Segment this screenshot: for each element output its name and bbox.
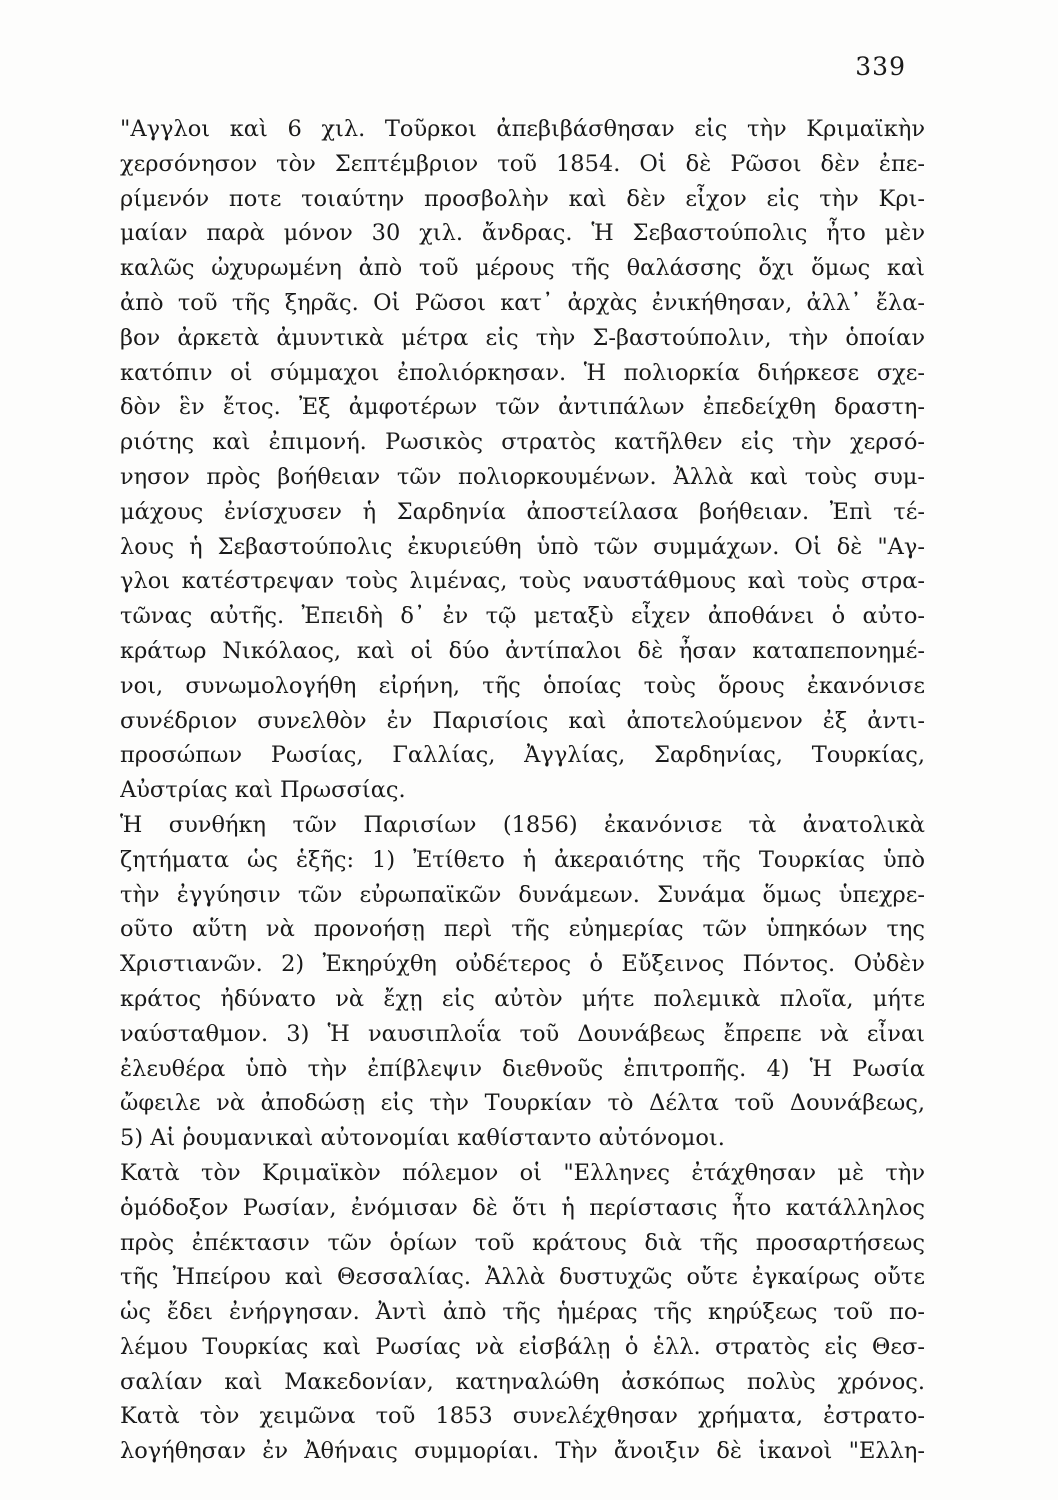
text-line: κατόπιν οἱ σύμμαχοι ἐπολιόρκησαν. Ἡ πολιορκία διήρκεσε σχε- [120,359,925,386]
text-line: λογήθησαν ἐν Ἀθήναις συμμορίαι. Τὴν ἄνοιξιν δὲ ἱκανοὶ "Ελλη- [120,1438,925,1465]
text-line: καλῶς ὠχυρωμένη ἀπὸ τοῦ μέρους τῆς θαλάσσης ὄχι ὅμως καὶ [120,255,925,282]
text-line: 5) Αἱ ῥουμανικαὶ αὐτονομίαι καθίσταντο αὐτόνομοι. [120,1125,725,1152]
text-line: σαλίαν καὶ Μακεδονίαν, κατηναλώθη ἀσκόπως πολὺς χρόνος. [120,1368,925,1395]
text-line: δὸν ἓν ἔτος. Ἐξ ἀμφοτέρων τῶν ἀντιπάλων ἐπεδείχθη δραστη- [120,394,925,421]
text-line: νησον πρὸς βοήθειαν τῶν πολιορκουμένων. Ἀλλὰ καὶ τοὺς συμ- [120,463,925,490]
text-line: βον ἀρκετὰ ἀμυντικὰ μέτρα εἰς τὴν Σ-βαστούπολιν, τὴν ὁποίαν [120,324,925,351]
text-line: γλοι κατέστρεψαν τοὺς λιμένας, τοὺς ναυστάθμους καὶ τοὺς στρα- [120,568,925,595]
text-line: Κατὰ τὸν Κριμαϊκὸν πόλεμον οἱ "Ελληνες ἐτάχθησαν μὲ τὴν [120,1159,925,1186]
text-line: Ἡ συνθήκη τῶν Παρισίων (1856) ἐκανόνισε τὰ ἀνατολικὰ [120,811,925,838]
text-line: προσώπων Ρωσίας, Γαλλίας, Ἀγγλίας, Σαρδηνίας, Τουρκίας, [120,742,925,769]
text-line: χερσόνησον τὸν Σεπτέμβριον τοῦ 1854. Οἱ δὲ Ρῶσοι δὲν ἐπε- [120,150,925,177]
text-line: ἐλευθέρα ὑπὸ τὴν ἐπίβλεψιν διεθνοῦς ἐπιτροπῆς. 4) Ἡ Ρωσία [120,1055,925,1082]
text-line: πρὸς ἐπέκτασιν τῶν ὁρίων τοῦ κράτους διὰ τῆς προσαρτήσεως [120,1229,925,1256]
body-text [120,112,925,1469]
text-line: ναύσταθμον. 3) Ἡ ναυσιπλοΐα τοῦ Δουνάβεως ἔπρεπε νὰ εἶναι [120,1020,925,1047]
text-line: κράτωρ Νικόλαος, καὶ οἱ δύο ἀντίπαλοι δὲ ἦσαν καταπεπονημέ- [120,637,925,664]
text-line: τῶνας αὐτῆς. Ἐπειδὴ δ᾽ ἐν τῷ μεταξὺ εἶχεν ἀποθάνει ὁ αὐτο- [120,603,925,630]
text-line: ὡς ἔδει ἐνήργησαν. Ἀντὶ ἀπὸ τῆς ἡμέρας τῆς κηρύξεως τοῦ πο- [120,1299,925,1326]
text-line: λους ἡ Σεβαστούπολις ἐκυριεύθη ὑπὸ τῶν συμμάχων. Οἱ δὲ "Αγ- [120,533,925,560]
text-line: Χριστιανῶν. 2) Ἐκηρύχθη οὐδέτερος ὁ Εὔξεινος Πόντος. Οὐδὲν [120,951,925,978]
page-number: 339 [855,52,906,81]
text-line: ἀπὸ τοῦ τῆς ξηρᾶς. Οἱ Ρῶσοι κατ᾽ ἀρχὰς ἐνικήθησαν, ἀλλ᾽ ἔλα- [120,289,925,316]
text-line: "Αγγλοι καὶ 6 χιλ. Τοῦρκοι ἀπεβιβάσθησαν εἰς τὴν Κριμαϊκὴν [120,116,925,142]
text-line: κράτος ἠδύνατο νὰ ἔχῃ εἰς αὐτὸν μήτε πολεμικὰ πλοῖα, μήτε [120,985,925,1012]
text-line: Αὐστρίας καὶ Πρωσσίας. [120,777,406,804]
text-line: συνέδριον συνελθὸν ἐν Παρισίοις καὶ ἀποτελούμενον ἐξ ἀντι- [120,707,925,734]
text-line: ὤφειλε νὰ ἀποδώσῃ εἰς τὴν Τουρκίαν τὸ Δέλτα τοῦ Δουνάβεως, [120,1090,925,1117]
text-line: ζητήματα ὡς ἑξῆς: 1) Ἐτίθετο ἡ ἀκεραιότης τῆς Τουρκίας ὑπὸ [120,846,925,873]
text-line: νοι, συνωμολογήθη εἰρήνη, τῆς ὁποίας τοὺς ὅρους ἐκανόνισε [120,672,925,699]
text-line: ριότης καὶ ἐπιμονή. Ρωσικὸς στρατὸς κατῆλθεν εἰς τὴν χερσό- [120,429,925,456]
text-line: μαίαν παρὰ μόνον 30 χιλ. ἄνδρας. Ἡ Σεβαστούπολις ἦτο μὲν [120,220,925,247]
text-line: οῦτο αὕτη νὰ προνοήσῃ περὶ τῆς εὐημερίας τῶν ὑπηκόων της [120,916,925,943]
text-line: λέμου Τουρκίας καὶ Ρωσίας νὰ εἰσβάλῃ ὁ ἑλλ. στρατὸς εἰς Θεσ- [120,1333,925,1360]
text-line: μάχους ἐνίσχυσεν ἡ Σαρδηνία ἀποστείλασα βοήθειαν. Ἐπὶ τέ- [120,498,925,525]
text-line: τῆς Ἠπείρου καὶ Θεσσαλίας. Ἀλλὰ δυστυχῶς οὔτε ἐγκαίρως οὔτε [120,1264,925,1291]
text-line: τὴν ἐγγύησιν τῶν εὐρωπαϊκῶν δυνάμεων. Συνάμα ὅμως ὑπεχρε- [120,881,925,908]
text-line: ρίμενόν ποτε τοιαύτην προσβολὴν καὶ δὲν εἶχον εἰς τὴν Κρι- [120,185,925,212]
text-line: Κατὰ τὸν χειμῶνα τοῦ 1853 συνελέχθησαν χρήματα, ἐστρατο- [120,1403,925,1430]
text-line: ὁμόδοξον Ρωσίαν, ἐνόμισαν δὲ ὅτι ἡ περίστασις ἦτο κατάλληλος [120,1194,925,1221]
